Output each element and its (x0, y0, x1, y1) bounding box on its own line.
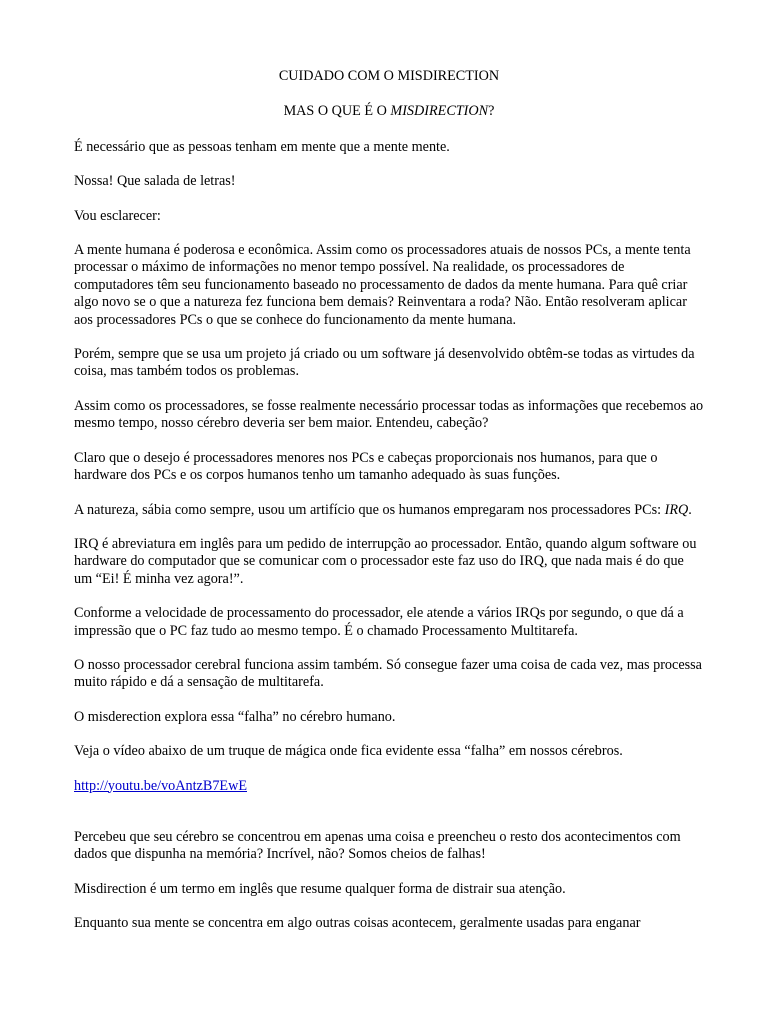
paragraph: O nosso processador cerebral funciona assim também. Só consegue fazer uma coisa de cada vez, mas processa muito rápido e dá a sensação de multitarefa. (74, 656, 702, 691)
paragraph: Enquanto sua mente se concentra em algo outras coisas acontecem, geralmente usadas para enganar (74, 915, 641, 932)
paragraph: Vou esclarecer: (74, 207, 161, 224)
paragraph: Conforme a velocidade de processamento do processador, ele atende a vários IRQs por segundo, o que dá a impressão que o PC faz tudo ao mesmo tempo. É o chamado Processamento Multitarefa. (74, 605, 684, 639)
spacer (74, 812, 704, 829)
video-link-paragraph (74, 778, 704, 795)
subtitle-prefix: MAS O QUE É O (283, 103, 391, 120)
document-page (74, 68, 704, 950)
irq-italic: IRQ (664, 501, 689, 518)
irq-paragraph (74, 502, 704, 519)
video-link[interactable]: http://youtu.be/voAntzB7EwE (74, 777, 247, 794)
paragraph: Misdirection é um termo em inglês que resume qualquer forma de distrair sua atenção. (74, 880, 566, 897)
paragraph: Claro que o desejo é processadores menores nos PCs e cabeças proporcionais nos humanos, para que o hardware dos PCs e os corpos humanos tenho um tamanho adequado às suas funções. (74, 449, 658, 484)
paragraph: Nossa! Que salada de letras! (74, 173, 236, 190)
paragraph: Porém, sempre que se usa um projeto já criado ou um software já desenvolvido obtêm-se todas as virtudes da coisa, mas também todos os problemas. (74, 346, 695, 380)
paragraph: É necessário que as pessoas tenham em mente que a mente mente. (74, 138, 450, 155)
document-title: CUIDADO COM O MISDIRECTION (278, 68, 500, 84)
paragraph: IRQ é abreviatura em inglês para um pedido de interrupção ao processador. Então, quando algum software ou hardware do computador que se comunicar com o processador este faz uso do IRQ, que nada mais é do que um “Ei! É minha vez agora!”. (74, 535, 697, 587)
paragraph: Assim como os processadores, se fosse realmente necessário processar todas as informações que recebemos ao mesmo tempo, nosso cérebro deveria ser bem maior. Entendeu, cabeção? (74, 397, 704, 432)
paragraph: Veja o vídeo abaixo de um truque de mágica onde fica evidente essa “falha” em nossos cérebros. (74, 743, 623, 760)
irq-text: A natureza, sábia como sempre, usou um artifício que os humanos empregaram nos processadores PCs: (74, 501, 665, 518)
paragraph: O misderection explora essa “falha” no cérebro humano. (74, 708, 396, 725)
subtitle-italic: MISDIRECTION (390, 103, 489, 120)
document-subtitle (74, 103, 704, 120)
paragraph: Percebeu que seu cérebro se concentrou em apenas uma coisa e preencheu o resto dos acontecimentos com dados que dispunha na memória? Incrível, não? Somos cheios de falhas! (74, 828, 681, 863)
irq-suffix: . (688, 501, 692, 518)
subtitle-suffix: ? (488, 103, 495, 120)
paragraph: A mente humana é poderosa e econômica. Assim como os processadores atuais de nossos PCs, a mente tenta processar o máximo de informações no menor tempo possível. Na realidade, os processadores de computadores têm seu funcionamento baseado no processamento de dados da mente humana. Para quê criar algo novo se o que a natureza fez funciona bem demais? Reinventara a roda? Não. Então resolveram aplicar aos processadores PCs o que se conhece do funcionamento da mente humana. (74, 242, 691, 328)
